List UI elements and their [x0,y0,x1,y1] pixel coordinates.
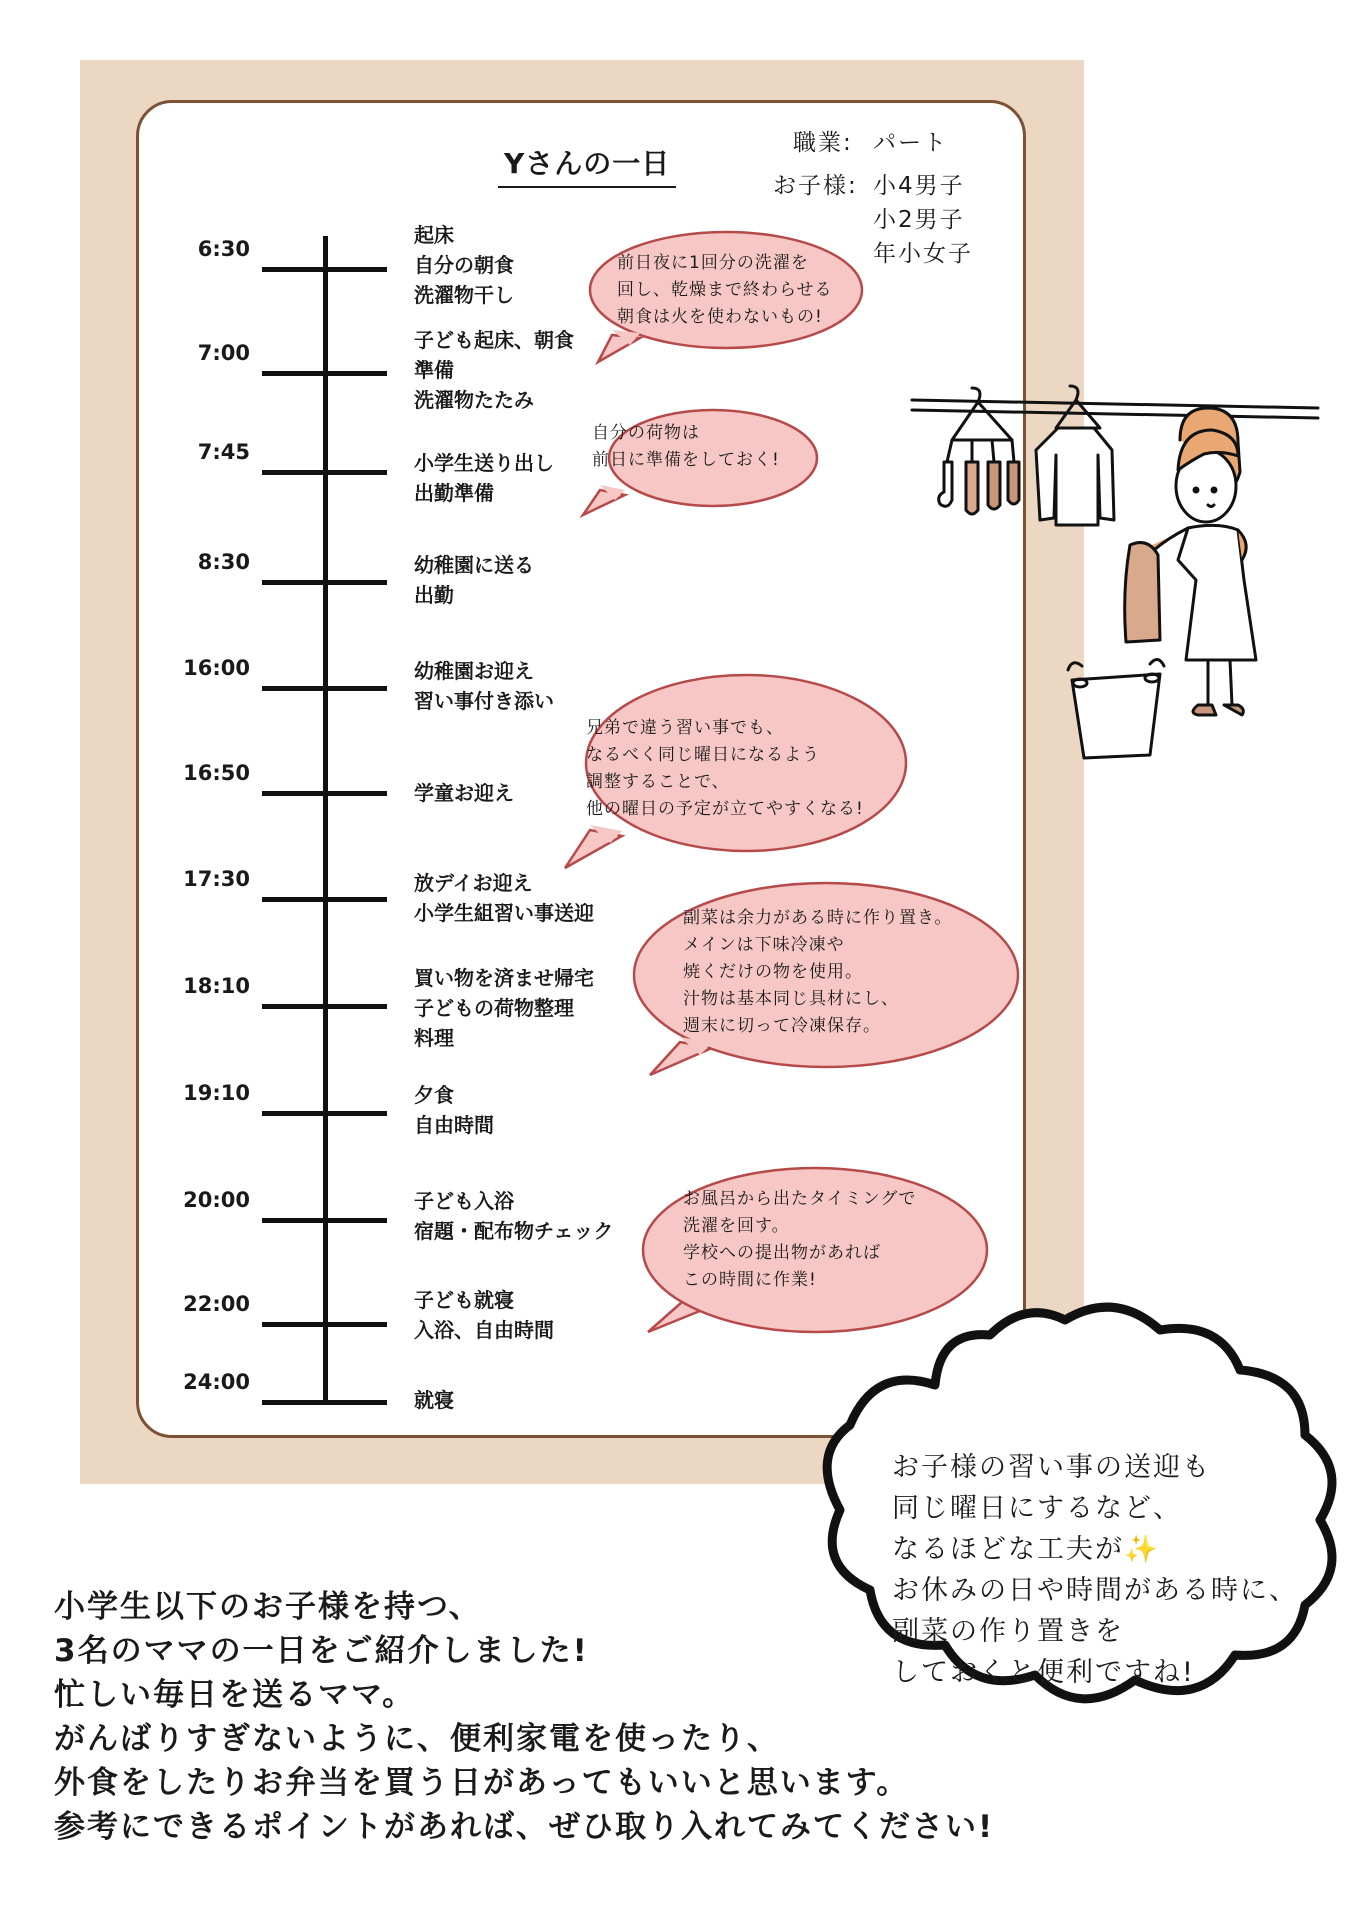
comment-line-3-row [892,1529,1298,1570]
activity-line: 子ども入浴 [414,1189,514,1213]
child-3: 年小女子 [873,241,973,267]
timeline-time: 16:50 [183,761,250,785]
activity-line: 子ども起床、朝食 [414,328,574,352]
tip-line: 調整することで、 [586,772,730,792]
timeline-time: 7:00 [197,341,250,365]
activity-line: 準備 [414,358,454,382]
activity-line: 入浴、自由時間 [414,1318,554,1342]
timeline-time: 8:30 [197,550,250,574]
timeline-time: 19:10 [183,1081,250,1105]
summary-line-3: 忙しい毎日を送るママ。 [54,1677,416,1713]
tip-line: お風呂から出たタイミングで [683,1189,917,1209]
activity-line: 起床 [414,223,454,247]
activity-line: 小学生送り出し [414,451,554,475]
sparkle-icon: ✨ [1124,1534,1160,1565]
comment-line-5: 副菜の作り置きを [892,1616,1124,1647]
activity-line: 夕食 [414,1083,454,1107]
activity-line: 料理 [414,1026,454,1050]
laundry-basket-icon [1068,659,1164,758]
shirt-icon [1036,386,1114,525]
activity-line: 宿題・配布物チェック [414,1219,614,1243]
job-value: パート [873,130,948,156]
child-1: 小4男子 [873,173,965,199]
tip-line: 汁物は基本同じ具材にし、 [683,989,899,1009]
timeline-time: 24:00 [183,1370,250,1394]
summary-line-2: 3名のママの一日をご紹介しました! [54,1633,589,1669]
activity-line: 小学生組習い事送迎 [414,901,594,925]
children-label: お子様: [773,173,858,199]
activity-line: 洗濯物たたみ [414,388,534,412]
tip-line: メインは下味冷凍や [683,935,845,955]
activity-line: 幼稚園お迎え [414,659,534,683]
tip-line: 朝食は火を使わないもの! [617,307,823,327]
comment-line-4: お休みの日や時間がある時に、 [892,1575,1298,1606]
summary-line-4: がんばりすぎないように、便利家電を使ったり、 [54,1721,780,1757]
timeline-time: 18:10 [183,974,250,998]
summary-line-1: 小学生以下のお子様を持つ、 [54,1589,482,1625]
activity-line: 自由時間 [414,1113,494,1137]
tip-line: 自分の荷物は [592,423,700,443]
activity-line: 出勤準備 [414,481,494,505]
tip-line: この時間に作業! [683,1270,817,1290]
tip-line: 副菜は余力がある時に作り置き。 [683,908,953,928]
tip-line: 他の曜日の予定が立てやすくなる! [586,799,864,819]
activity-line: 出勤 [414,583,454,607]
summary-line-6: 参考にできるポイントがあれば、ぜひ取り入れてみてください! [54,1809,995,1845]
child-2: 小2男子 [873,207,965,233]
timeline-time: 17:30 [183,867,250,891]
timeline-time: 16:00 [183,656,250,680]
job-label: 職業: [793,130,853,156]
tip-line: 洗濯を回す。 [683,1216,790,1236]
activity-line: 幼稚園に送る [414,553,534,577]
activity-line: 学童お迎え [414,781,514,805]
activity-line: 子どもの荷物整理 [414,996,574,1020]
timeline-time: 6:30 [197,237,250,261]
activity-line: 習い事付き添い [414,689,554,713]
comment-line-6: しておくと便利ですね! [892,1657,1195,1688]
comment-line-3: なるほどな工夫が [892,1534,1124,1565]
comment-line-1: お子様の習い事の送迎も [892,1452,1211,1483]
page-title: Yさんの一日 [498,142,676,188]
tip-line: 兄弟で違う習い事でも、 [586,718,784,738]
tip-line: 前日夜に1回分の洗濯を [617,253,809,273]
sock-hanger-icon [939,388,1019,514]
comment-line-2: 同じ曜日にするなど、 [892,1493,1182,1524]
tip-line: 週末に切って冷凍保存。 [683,1016,881,1036]
tip-line: 回し、乾燥まで終わらせる [617,280,833,300]
timeline-time: 22:00 [183,1292,250,1316]
summary-line-5: 外食をしたりお弁当を買う日があってもいいと思います。 [54,1765,910,1801]
timeline-time: 7:45 [197,440,250,464]
tip-line: 学校への提出物があれば [683,1243,881,1263]
timeline-time: 20:00 [183,1188,250,1212]
activity-line: 就寝 [414,1388,454,1412]
activity-line: 子ども就寝 [414,1288,514,1312]
tip-line: 前日に準備をしておく! [592,450,780,470]
tip-line: 焼くだけの物を使用。 [683,962,863,982]
woman-icon [1125,408,1256,715]
activity-line: 洗濯物干し [414,283,514,307]
summary-text [54,1585,994,1849]
tip-line: なるべく同じ曜日になるよう [586,745,820,765]
activity-line: 自分の朝食 [414,253,514,277]
activity-line: 放デイお迎え [414,871,533,895]
activity-line: 買い物を済ませ帰宅 [414,966,594,990]
